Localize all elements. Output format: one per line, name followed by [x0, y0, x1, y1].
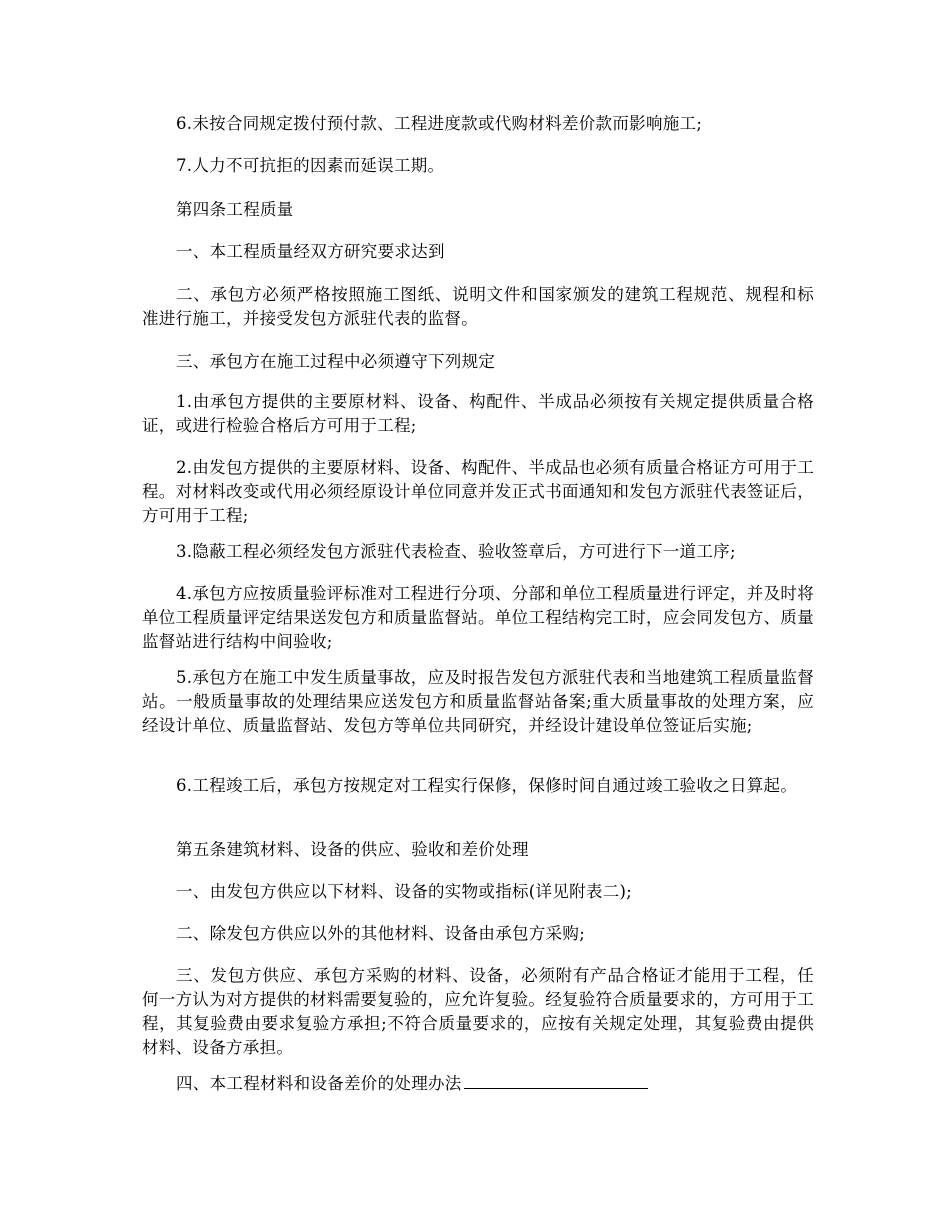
section-heading: 第四条工程质量: [176, 200, 294, 219]
paragraph: 4.承包方应按质量验评标准对工程进行分项、分部和单位工程质量进行评定，并及时将单位工程质量评定结果送发包方和质量监督站。单位工程结构完工时，应会同发包方、质量监督站进行结构中间验收;: [142, 584, 814, 651]
section-heading: 第五条建筑材料、设备的供应、验收和差价处理: [176, 840, 529, 859]
paragraph: 二、除发包方供应以外的其他材料、设备由承包方采购;: [176, 924, 586, 943]
paragraph: 7.人力不可抗拒的因素而延误工期。: [176, 156, 445, 175]
paragraph: 6.工程竣工后，承包方按规定对工程实行保修，保修时间自通过竣工验收之日算起。: [176, 776, 798, 795]
paragraph: 3.隐蔽工程必须经发包方派驻代表检查、验收签章后，方可进行下一道工序;: [176, 542, 736, 561]
paragraph: 三、发包方供应、承包方采购的材料、设备，必须附有产品合格证才能用于工程，任何一方认为对方提供的材料需要复验的，应允许复验。经复验符合质量要求的，方可用于工程，其复验费由要求复验方承担;不符合质量要求的，应按有关规定处理，其复验费由提供材料、设备方承担。: [142, 966, 814, 1057]
paragraph-with-blank: [142, 1072, 814, 1096]
paragraph: 一、本工程质量经双方研究要求达到: [176, 242, 445, 261]
paragraph: 2.由发包方提供的主要原材料、设备、构配件、半成品也必须有质量合格证方可用于工程。对材料改变或代用必须经原设计单位同意并发正式书面通知和发包方派驻代表签证后，方可用于工程;: [142, 458, 814, 525]
paragraph: 1.由承包方提供的主要原材料、设备、构配件、半成品必须按有关规定提供质量合格证，或进行检验合格后方可用于工程;: [142, 392, 814, 435]
fill-in-blank-line: [464, 1072, 648, 1089]
paragraph: 二、承包方必须严格按照施工图纸、说明文件和国家颁发的建筑工程规范、规程和标准进行施工，并接受发包方派驻代表的监督。: [142, 285, 814, 328]
paragraph: 三、承包方在施工过程中必须遵守下列规定: [176, 352, 496, 371]
paragraph: 一、由发包方供应以下材料、设备的实物或指标(详见附表二);: [176, 882, 633, 901]
paragraph: 5.承包方在施工中发生质量事故，应及时报告发包方派驻代表和当地建筑工程质量监督站。一般质量事故的处理结果应送发包方和质量监督站备案;重大质量事故的处理方案，应经设计单位、质量监督站、发包方等单位共同研究，并经设计建设单位签证后实施;: [142, 668, 814, 735]
paragraph: 6.未按合同规定拨付预付款、工程进度款或代购材料差价款而影响施工;: [176, 114, 703, 133]
paragraph-text: 四、本工程材料和设备差价的处理办法: [176, 1074, 462, 1093]
